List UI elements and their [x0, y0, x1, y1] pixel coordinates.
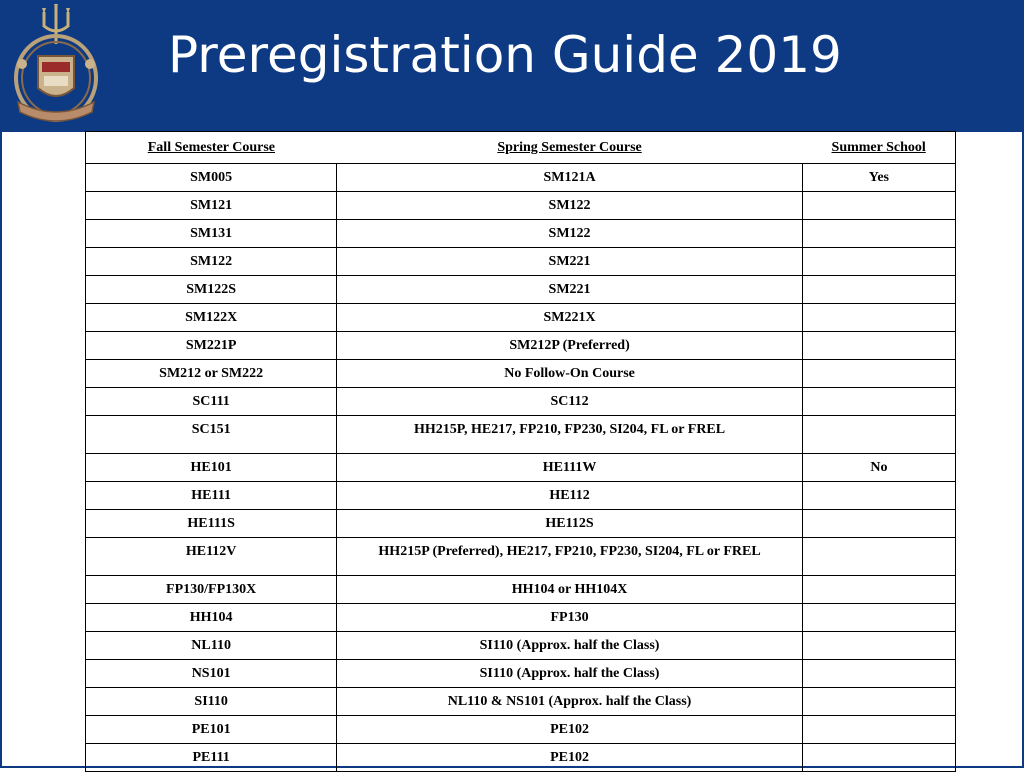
- table-row: [86, 220, 956, 248]
- fall-course-cell: HE101: [86, 454, 337, 482]
- fall-course-cell: PE101: [86, 716, 337, 744]
- table-row: [86, 744, 956, 772]
- summer-school-cell: [802, 276, 955, 304]
- table-row: [86, 192, 956, 220]
- table-row: [86, 688, 956, 716]
- fall-course-cell: SI110: [86, 688, 337, 716]
- table-row: [86, 360, 956, 388]
- spring-course-cell: HH104 or HH104X: [337, 576, 803, 604]
- spring-course-cell: SI110 (Approx. half the Class): [337, 632, 803, 660]
- spring-course-cell: HH215P, HE217, FP210, FP230, SI204, FL or FREL: [337, 416, 803, 454]
- fall-course-cell: NS101: [86, 660, 337, 688]
- spring-course-cell: NL110 & NS101 (Approx. half the Class): [337, 688, 803, 716]
- page-title: Preregistration Guide 2019: [168, 26, 842, 84]
- spring-course-cell: PE102: [337, 744, 803, 772]
- summer-school-cell: Yes: [802, 164, 955, 192]
- fall-course-cell: SM221P: [86, 332, 337, 360]
- table-row: [86, 276, 956, 304]
- summer-school-cell: [802, 192, 955, 220]
- summer-school-cell: [802, 688, 955, 716]
- course-sequence-table: [85, 131, 956, 772]
- summer-school-cell: [802, 576, 955, 604]
- fall-course-cell: HE111: [86, 482, 337, 510]
- summer-school-cell: [802, 510, 955, 538]
- spring-course-cell: HH215P (Preferred), HE217, FP210, FP230, SI204, FL or FREL: [337, 538, 803, 576]
- slide-frame-left: [0, 132, 2, 768]
- summer-school-cell: [802, 332, 955, 360]
- fall-course-cell: SC151: [86, 416, 337, 454]
- fall-course-cell: SM122X: [86, 304, 337, 332]
- table-row: [86, 576, 956, 604]
- table-row: [86, 332, 956, 360]
- table-row: [86, 604, 956, 632]
- summer-school-cell: [802, 360, 955, 388]
- table-row: [86, 510, 956, 538]
- table-header-row: [86, 132, 956, 164]
- table-row: [86, 248, 956, 276]
- fall-course-cell: SC111: [86, 388, 337, 416]
- table-row: [86, 164, 956, 192]
- spring-course-cell: PE102: [337, 716, 803, 744]
- title-banner: [0, 0, 1024, 132]
- summer-school-cell: [802, 388, 955, 416]
- naval-academy-seal-icon: [8, 4, 104, 130]
- summer-school-cell: [802, 248, 955, 276]
- table-row: [86, 304, 956, 332]
- spring-course-cell: SM122: [337, 220, 803, 248]
- fall-course-cell: HE111S: [86, 510, 337, 538]
- table-row: [86, 454, 956, 482]
- spring-course-cell: SM122: [337, 192, 803, 220]
- spring-course-cell: FP130: [337, 604, 803, 632]
- summer-school-cell: [802, 660, 955, 688]
- spring-course-cell: HE112S: [337, 510, 803, 538]
- fall-course-cell: PE111: [86, 744, 337, 772]
- spring-course-cell: HE112: [337, 482, 803, 510]
- fall-course-cell: SM131: [86, 220, 337, 248]
- summer-school-cell: [802, 604, 955, 632]
- summer-school-cell: [802, 632, 955, 660]
- fall-course-cell: SM212 or SM222: [86, 360, 337, 388]
- column-header-fall: Fall Semester Course: [86, 132, 337, 164]
- fall-course-cell: HE112V: [86, 538, 337, 576]
- summer-school-cell: [802, 538, 955, 576]
- spring-course-cell: SM212P (Preferred): [337, 332, 803, 360]
- fall-course-cell: HH104: [86, 604, 337, 632]
- summer-school-cell: [802, 220, 955, 248]
- summer-school-cell: [802, 744, 955, 772]
- spring-course-cell: No Follow-On Course: [337, 360, 803, 388]
- table-row: [86, 416, 956, 454]
- column-header-spring: Spring Semester Course: [337, 132, 803, 164]
- table-row: [86, 388, 956, 416]
- spring-course-cell: SI110 (Approx. half the Class): [337, 660, 803, 688]
- spring-course-cell: SM221: [337, 248, 803, 276]
- table-row: [86, 632, 956, 660]
- column-header-summer: Summer School: [802, 132, 955, 164]
- table-row: [86, 660, 956, 688]
- fall-course-cell: SM005: [86, 164, 337, 192]
- spring-course-cell: SC112: [337, 388, 803, 416]
- fall-course-cell: SM122S: [86, 276, 337, 304]
- summer-school-cell: [802, 304, 955, 332]
- summer-school-cell: [802, 482, 955, 510]
- summer-school-cell: No: [802, 454, 955, 482]
- table-row: [86, 538, 956, 576]
- summer-school-cell: [802, 716, 955, 744]
- table-row: [86, 716, 956, 744]
- spring-course-cell: SM221: [337, 276, 803, 304]
- fall-course-cell: FP130/FP130X: [86, 576, 337, 604]
- table-row: [86, 482, 956, 510]
- fall-course-cell: SM122: [86, 248, 337, 276]
- fall-course-cell: NL110: [86, 632, 337, 660]
- spring-course-cell: HE111W: [337, 454, 803, 482]
- fall-course-cell: SM121: [86, 192, 337, 220]
- spring-course-cell: SM121A: [337, 164, 803, 192]
- spring-course-cell: SM221X: [337, 304, 803, 332]
- summer-school-cell: [802, 416, 955, 454]
